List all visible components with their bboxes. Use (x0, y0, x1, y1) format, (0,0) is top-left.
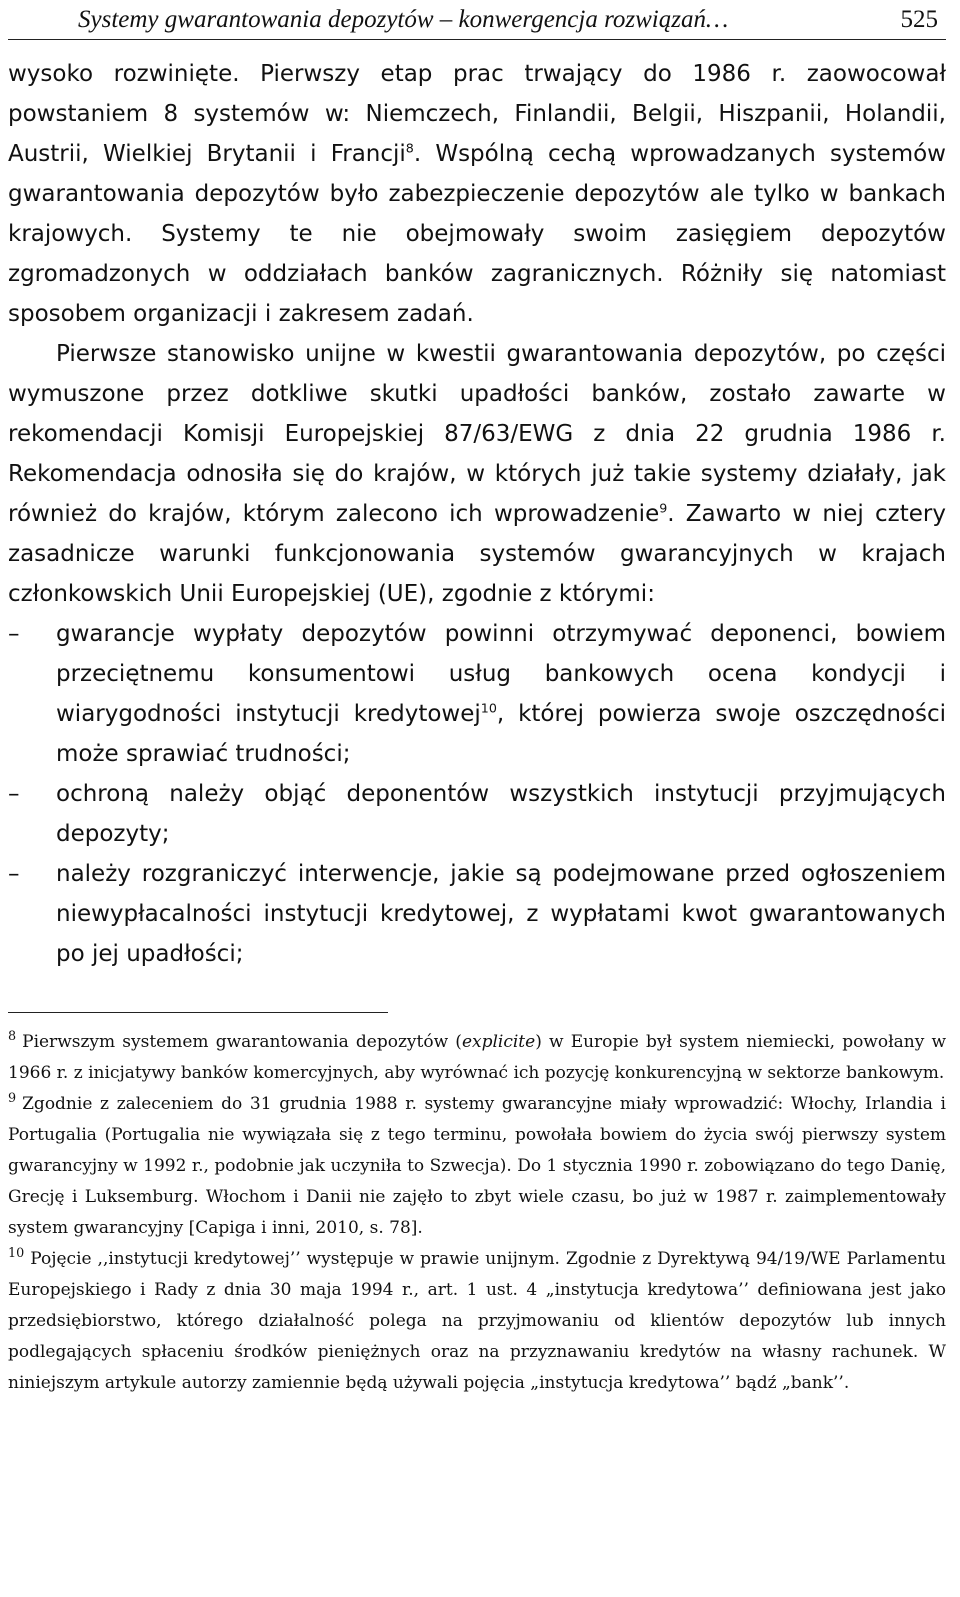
paragraph-1-text: wysoko rozwinięte. Pierwszy etap prac trwający do 1986 r. zaowocował powstaniem 8 systemów w: Niemczech, Finlandii, Belgii, Hiszpanii, Holandii, Austrii, Wielkiej Brytanii i Francji (8, 61, 946, 167)
paragraph-2-text-cont: . Zawarto w niej cztery zasadnicze warunki funkcjonowania systemów gwarancyjnych w krajach członkowskich Unii Europejskiej (UE), zgodnie z którymi: (8, 501, 946, 607)
paragraph-2-text: Pierwsze stanowisko unijne w kwestii gwarantowania depozytów, po części wymuszone przez dotkliwe skutki upadłości banków, zostało zawarte w rekomendacji Komisji Europejskiej 87/63/EWG z dnia 22 grudnia 1986 r. Rekomendacja odnosiła się do krajów, w których już takie systemy działały, jak również do krajów, którym zalecono ich wprowadzenie (8, 341, 946, 527)
footnote-text: Zgodnie z zaleceniem do 31 grudnia 1988 r. systemy gwarancyjne miały wprowadzić: Włochy, Irlandia i Portugalia (Portugalia nie wywiązała się z tego terminu, powołała bowiem do życia swój pierwszy system gwarancyjny w 1992 r., podobnie jak uczyniła to Szwecja). Do 1 stycznia 1990 r. zobowiązano do tego Danię, Grecję i Luksemburg. Włochom i Danii nie zajęło to zbyt wiele czasu, bo już w 1987 r. zaimplementowały system gwarancyjny [Capiga i inni, 2010, s. 78]. (8, 1094, 946, 1238)
footnote-text: Pierwszym systemem gwarantowania depozytów ( (22, 1032, 462, 1052)
footnote-italic-term: explicite (461, 1032, 536, 1052)
footnote-number: 10 (8, 1246, 25, 1262)
footnote-text-cont: ) w Europie był system niemiecki, powołany w 1966 r. z inicjatywy banków komercyjnych, aby wyrównać ich pozycję konkurencyjną w sektorze bankowym. (8, 1032, 946, 1083)
footnote-number: 9 (8, 1091, 17, 1107)
conditions-list (8, 614, 946, 974)
footnote-ref-9[interactable]: 9 (659, 500, 668, 516)
page-number: 525 (900, 6, 938, 33)
running-header (8, 0, 946, 40)
list-item (8, 614, 946, 774)
list-item-text-cont: , której powierza swoje oszczędności może sprawiać trudności; (56, 701, 946, 767)
paragraph-1-text-cont: . Wspólną cechą wprowadzanych systemów gwarantowania depozytów było zabezpieczenie depozytów ale tylko w bankach krajowych. Systemy te nie obejmowały swoim zasięgiem depozytów zgromadzonych w oddziałach banków zagranicznych. Różniły się natomiast sposobem organizacji i zakresem zadań. (8, 141, 946, 327)
footnotes (8, 1013, 946, 1399)
list-item (8, 854, 946, 974)
footnote-number: 8 (8, 1029, 17, 1045)
footnote-ref-10[interactable]: 10 (480, 700, 497, 716)
paragraph-1 (8, 40, 946, 334)
list-item (8, 774, 946, 854)
footnote-ref-8[interactable]: 8 (405, 140, 414, 156)
footnote-8 (8, 1027, 946, 1089)
paragraph-2 (8, 334, 946, 614)
body-text (8, 40, 946, 974)
list-item-text: gwarancje wypłaty depozytów powinni otrzymywać deponenci, bowiem przeciętnemu konsumentowi usług bankowych ocena kondycji i wiarygodności instytucji kredytowej (56, 621, 946, 727)
list-item-text: ochroną należy objąć deponentów wszystkich instytucji przyjmujących depozyty; (56, 781, 946, 847)
footnote-10 (8, 1244, 946, 1399)
running-title: Systemy gwarantowania depozytów – konwergencja rozwiązań… (78, 6, 729, 33)
footnote-text: Pojęcie ,,instytucji kredytowej’’ występuje w prawie unijnym. Zgodnie z Dyrektywą 94/19/WE Parlamentu Europejskiego i Rady z dnia 30 maja 1994 r., art. 1 ust. 4 „instytucja kredytowa’’ definiowana jest jako przedsiębiorstwo, którego działalność polega na przyjmowaniu od klientów depozytów lub innych podlegających spłaceniu środków pieniężnych oraz na przyznawaniu kredytów na własny rachunek. W niniejszym artykule autorzy zamiennie będą używali pojęcia „instytucja kredytowa’’ bądź „bank’’. (8, 1249, 946, 1393)
footnote-9 (8, 1089, 946, 1244)
list-item-text: należy rozgraniczyć interwencje, jakie są podejmowane przed ogłoszeniem niewypłacalności instytucji kredytowej, z wypłatami kwot gwarantowanych po jej upadłości; (56, 861, 946, 967)
